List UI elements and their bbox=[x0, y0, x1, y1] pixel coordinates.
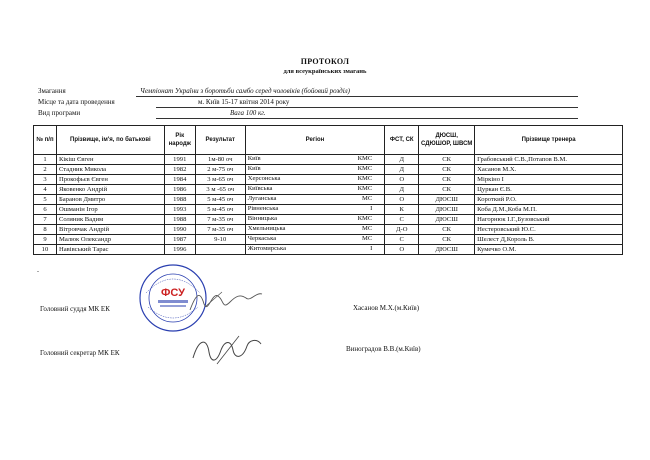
cell-fst: С bbox=[385, 215, 419, 225]
cell-result: 1м-80 оч bbox=[195, 155, 245, 165]
chief-judge-signature bbox=[186, 284, 266, 318]
table-row bbox=[34, 155, 623, 165]
athlete-rank: МС bbox=[362, 225, 373, 232]
cell-name: Прокофьєв Євген bbox=[56, 175, 164, 185]
stamp-text: ФСУ bbox=[160, 287, 186, 299]
header-fst: ФСТ, СК bbox=[385, 126, 419, 155]
cell-fst: К bbox=[385, 205, 419, 215]
table-row bbox=[34, 185, 623, 195]
cell-name: Вітровчак Андрій bbox=[56, 225, 164, 235]
cell-year: 1988 bbox=[164, 215, 195, 225]
athlete-rank: I bbox=[370, 205, 373, 212]
header-name: Прізвище, ім'я, по батькові bbox=[56, 126, 164, 155]
cell-year: 1986 bbox=[164, 185, 195, 195]
cell-result: 5 м-45 оч bbox=[195, 205, 245, 215]
competition-label: Змагання bbox=[38, 87, 66, 95]
region-name: Житомирська bbox=[247, 245, 287, 252]
cell-year: 1987 bbox=[164, 235, 195, 245]
athlete-rank: МС bbox=[362, 195, 373, 202]
header-school: ДЮСШ, СДЮШОР, ШВСМ bbox=[419, 126, 475, 155]
cell-number: 6 bbox=[34, 205, 57, 215]
table-row bbox=[34, 205, 623, 215]
chief-secretary-name: Виноградов В.В.(м.Київ) bbox=[346, 345, 421, 353]
cell-year: 1982 bbox=[164, 165, 195, 175]
cell-year: 1990 bbox=[164, 225, 195, 235]
cell-region bbox=[245, 225, 385, 235]
cell-coach: Хасанов М.Х. bbox=[475, 165, 623, 175]
cell-fst: Д bbox=[385, 185, 419, 195]
cell-coach: Грабовський С.В.,Потапов В.М. bbox=[475, 155, 623, 165]
header-year: Рік народж bbox=[164, 126, 195, 155]
table-row bbox=[34, 225, 623, 235]
cell-region bbox=[245, 205, 385, 215]
place-row bbox=[38, 98, 578, 108]
cell-region bbox=[245, 215, 385, 225]
place-value: м. Київ 15-17 квітня 2014 року bbox=[198, 98, 290, 106]
cell-coach: Шелест Д,Король В. bbox=[475, 235, 623, 245]
cell-region bbox=[245, 175, 385, 185]
cell-coach: Кумечко О.М. bbox=[475, 245, 623, 255]
region-name: Хмельницька bbox=[247, 225, 286, 232]
cell-name: Кікіш Євген bbox=[56, 155, 164, 165]
chief-judge-label: Головний суддя МК ЕК bbox=[40, 305, 110, 313]
cell-result: 9-10 bbox=[195, 235, 245, 245]
table-row bbox=[34, 235, 623, 245]
cell-name: Ошманін Ігор bbox=[56, 205, 164, 215]
cell-school: СК bbox=[419, 155, 475, 165]
cell-region bbox=[245, 165, 385, 175]
cell-coach: Міркіно І bbox=[475, 175, 623, 185]
cell-number: 1 bbox=[34, 155, 57, 165]
cell-result: 5 м-45 оч bbox=[195, 195, 245, 205]
cell-school: ДЮСШ bbox=[419, 245, 475, 255]
cell-fst: Д bbox=[385, 155, 419, 165]
table-header-row bbox=[34, 126, 623, 155]
table-row bbox=[34, 175, 623, 185]
table-row bbox=[34, 215, 623, 225]
program-underline bbox=[156, 118, 578, 119]
cell-result: 2 м-75 оч bbox=[195, 165, 245, 175]
cell-fst: Д-О bbox=[385, 225, 419, 235]
cell-number: 4 bbox=[34, 185, 57, 195]
cell-result bbox=[195, 245, 245, 255]
cell-fst: О bbox=[385, 195, 419, 205]
region-name: Рівненська bbox=[247, 205, 279, 212]
athlete-rank: КМС bbox=[357, 215, 373, 222]
cell-result: 3 м-65 оч bbox=[195, 175, 245, 185]
cell-coach: Нестеровський Ю.С. bbox=[475, 225, 623, 235]
cell-number: 3 bbox=[34, 175, 57, 185]
cell-name: Баранов Дмитро bbox=[56, 195, 164, 205]
cell-number: 10 bbox=[34, 245, 57, 255]
cell-result: 3 м -65 оч bbox=[195, 185, 245, 195]
cell-school: СК bbox=[419, 175, 475, 185]
program-value: Вага 100 кг. bbox=[230, 109, 266, 117]
cell-year: 1984 bbox=[164, 175, 195, 185]
cell-fst: О bbox=[385, 245, 419, 255]
cell-school: СК bbox=[419, 235, 475, 245]
cell-school: ДЮСШ bbox=[419, 215, 475, 225]
athlete-rank: I bbox=[370, 245, 373, 252]
cell-number: 9 bbox=[34, 235, 57, 245]
cell-name: Яковенко Андрій bbox=[56, 185, 164, 195]
cell-region bbox=[245, 235, 385, 245]
cell-school: СК bbox=[419, 185, 475, 195]
table-row bbox=[34, 195, 623, 205]
cell-fst: С bbox=[385, 235, 419, 245]
cell-coach: Нагорнюк І.Г.,Бузовський bbox=[475, 215, 623, 225]
program-label: Вид програми bbox=[38, 109, 81, 117]
cell-school: ДЮСШ bbox=[419, 205, 475, 215]
cell-region bbox=[245, 195, 385, 205]
cell-number: 2 bbox=[34, 165, 57, 175]
place-label: Місце та дата проведення bbox=[38, 98, 115, 106]
region-name: Київ bbox=[247, 165, 261, 172]
cell-region bbox=[245, 245, 385, 255]
cell-name: Малюк Олександр bbox=[56, 235, 164, 245]
cell-coach: Коба Д.М.,Коба М.П. bbox=[475, 205, 623, 215]
athlete-rank: КМС bbox=[357, 155, 373, 162]
chief-secretary-signature bbox=[187, 334, 267, 368]
athlete-rank: КМС bbox=[357, 185, 373, 192]
header-region: Регіон bbox=[245, 126, 385, 155]
cell-region bbox=[245, 155, 385, 165]
row-dash: - bbox=[37, 269, 39, 275]
chief-judge-name: Хасанов М.Х.(м.Київ) bbox=[353, 304, 420, 312]
region-name: Вінницька bbox=[247, 215, 278, 222]
cell-name: Навівський Тарас bbox=[56, 245, 164, 255]
cell-fst: О bbox=[385, 175, 419, 185]
place-underline bbox=[156, 107, 578, 108]
cell-school: ДЮСШ bbox=[419, 195, 475, 205]
cell-number: 7 bbox=[34, 215, 57, 225]
header-coach: Прізвище тренера bbox=[475, 126, 623, 155]
competition-value: Чемпіонат України з боротьби самбо серед чоловіків (бойовий розділ) bbox=[140, 87, 351, 95]
protocol-title: ПРОТОКОЛ bbox=[300, 57, 350, 66]
competition-row bbox=[38, 87, 578, 97]
program-row bbox=[38, 109, 578, 119]
cell-name: Стадник Микола bbox=[56, 165, 164, 175]
header-number: № п/п bbox=[34, 126, 57, 155]
competition-underline bbox=[136, 96, 578, 97]
table-body bbox=[34, 155, 623, 255]
cell-school: СК bbox=[419, 225, 475, 235]
region-name: Київ bbox=[247, 155, 261, 162]
cell-coach: Короткий Р.О. bbox=[475, 195, 623, 205]
athlete-rank: КМС bbox=[357, 165, 373, 172]
header-result: Результат bbox=[195, 126, 245, 155]
table-row bbox=[34, 165, 623, 175]
cell-result: 7 м-35 оч bbox=[195, 215, 245, 225]
results-table bbox=[33, 125, 623, 255]
region-name: Київська bbox=[247, 185, 273, 192]
cell-year: 1996 bbox=[164, 245, 195, 255]
protocol-subtitle: для всеукраїнських змагань bbox=[283, 68, 367, 75]
cell-year: 1993 bbox=[164, 205, 195, 215]
region-name: Луганська bbox=[247, 195, 277, 202]
cell-school: СК bbox=[419, 165, 475, 175]
cell-number: 8 bbox=[34, 225, 57, 235]
cell-coach: Цуркан Є.В. bbox=[475, 185, 623, 195]
cell-year: 1988 bbox=[164, 195, 195, 205]
cell-fst: Д bbox=[385, 165, 419, 175]
region-name: Черкаська bbox=[247, 235, 277, 242]
athlete-rank: КМС bbox=[357, 175, 373, 182]
table-row bbox=[34, 245, 623, 255]
region-name: Херсонська bbox=[247, 175, 281, 182]
chief-secretary-label: Головний секретар МК ЕК bbox=[40, 349, 120, 357]
cell-year: 1991 bbox=[164, 155, 195, 165]
cell-result: 7 м-35 оч bbox=[195, 225, 245, 235]
athlete-rank: МС bbox=[362, 235, 373, 242]
cell-number: 5 bbox=[34, 195, 57, 205]
cell-region bbox=[245, 185, 385, 195]
cell-name: Соляник Вадим bbox=[56, 215, 164, 225]
